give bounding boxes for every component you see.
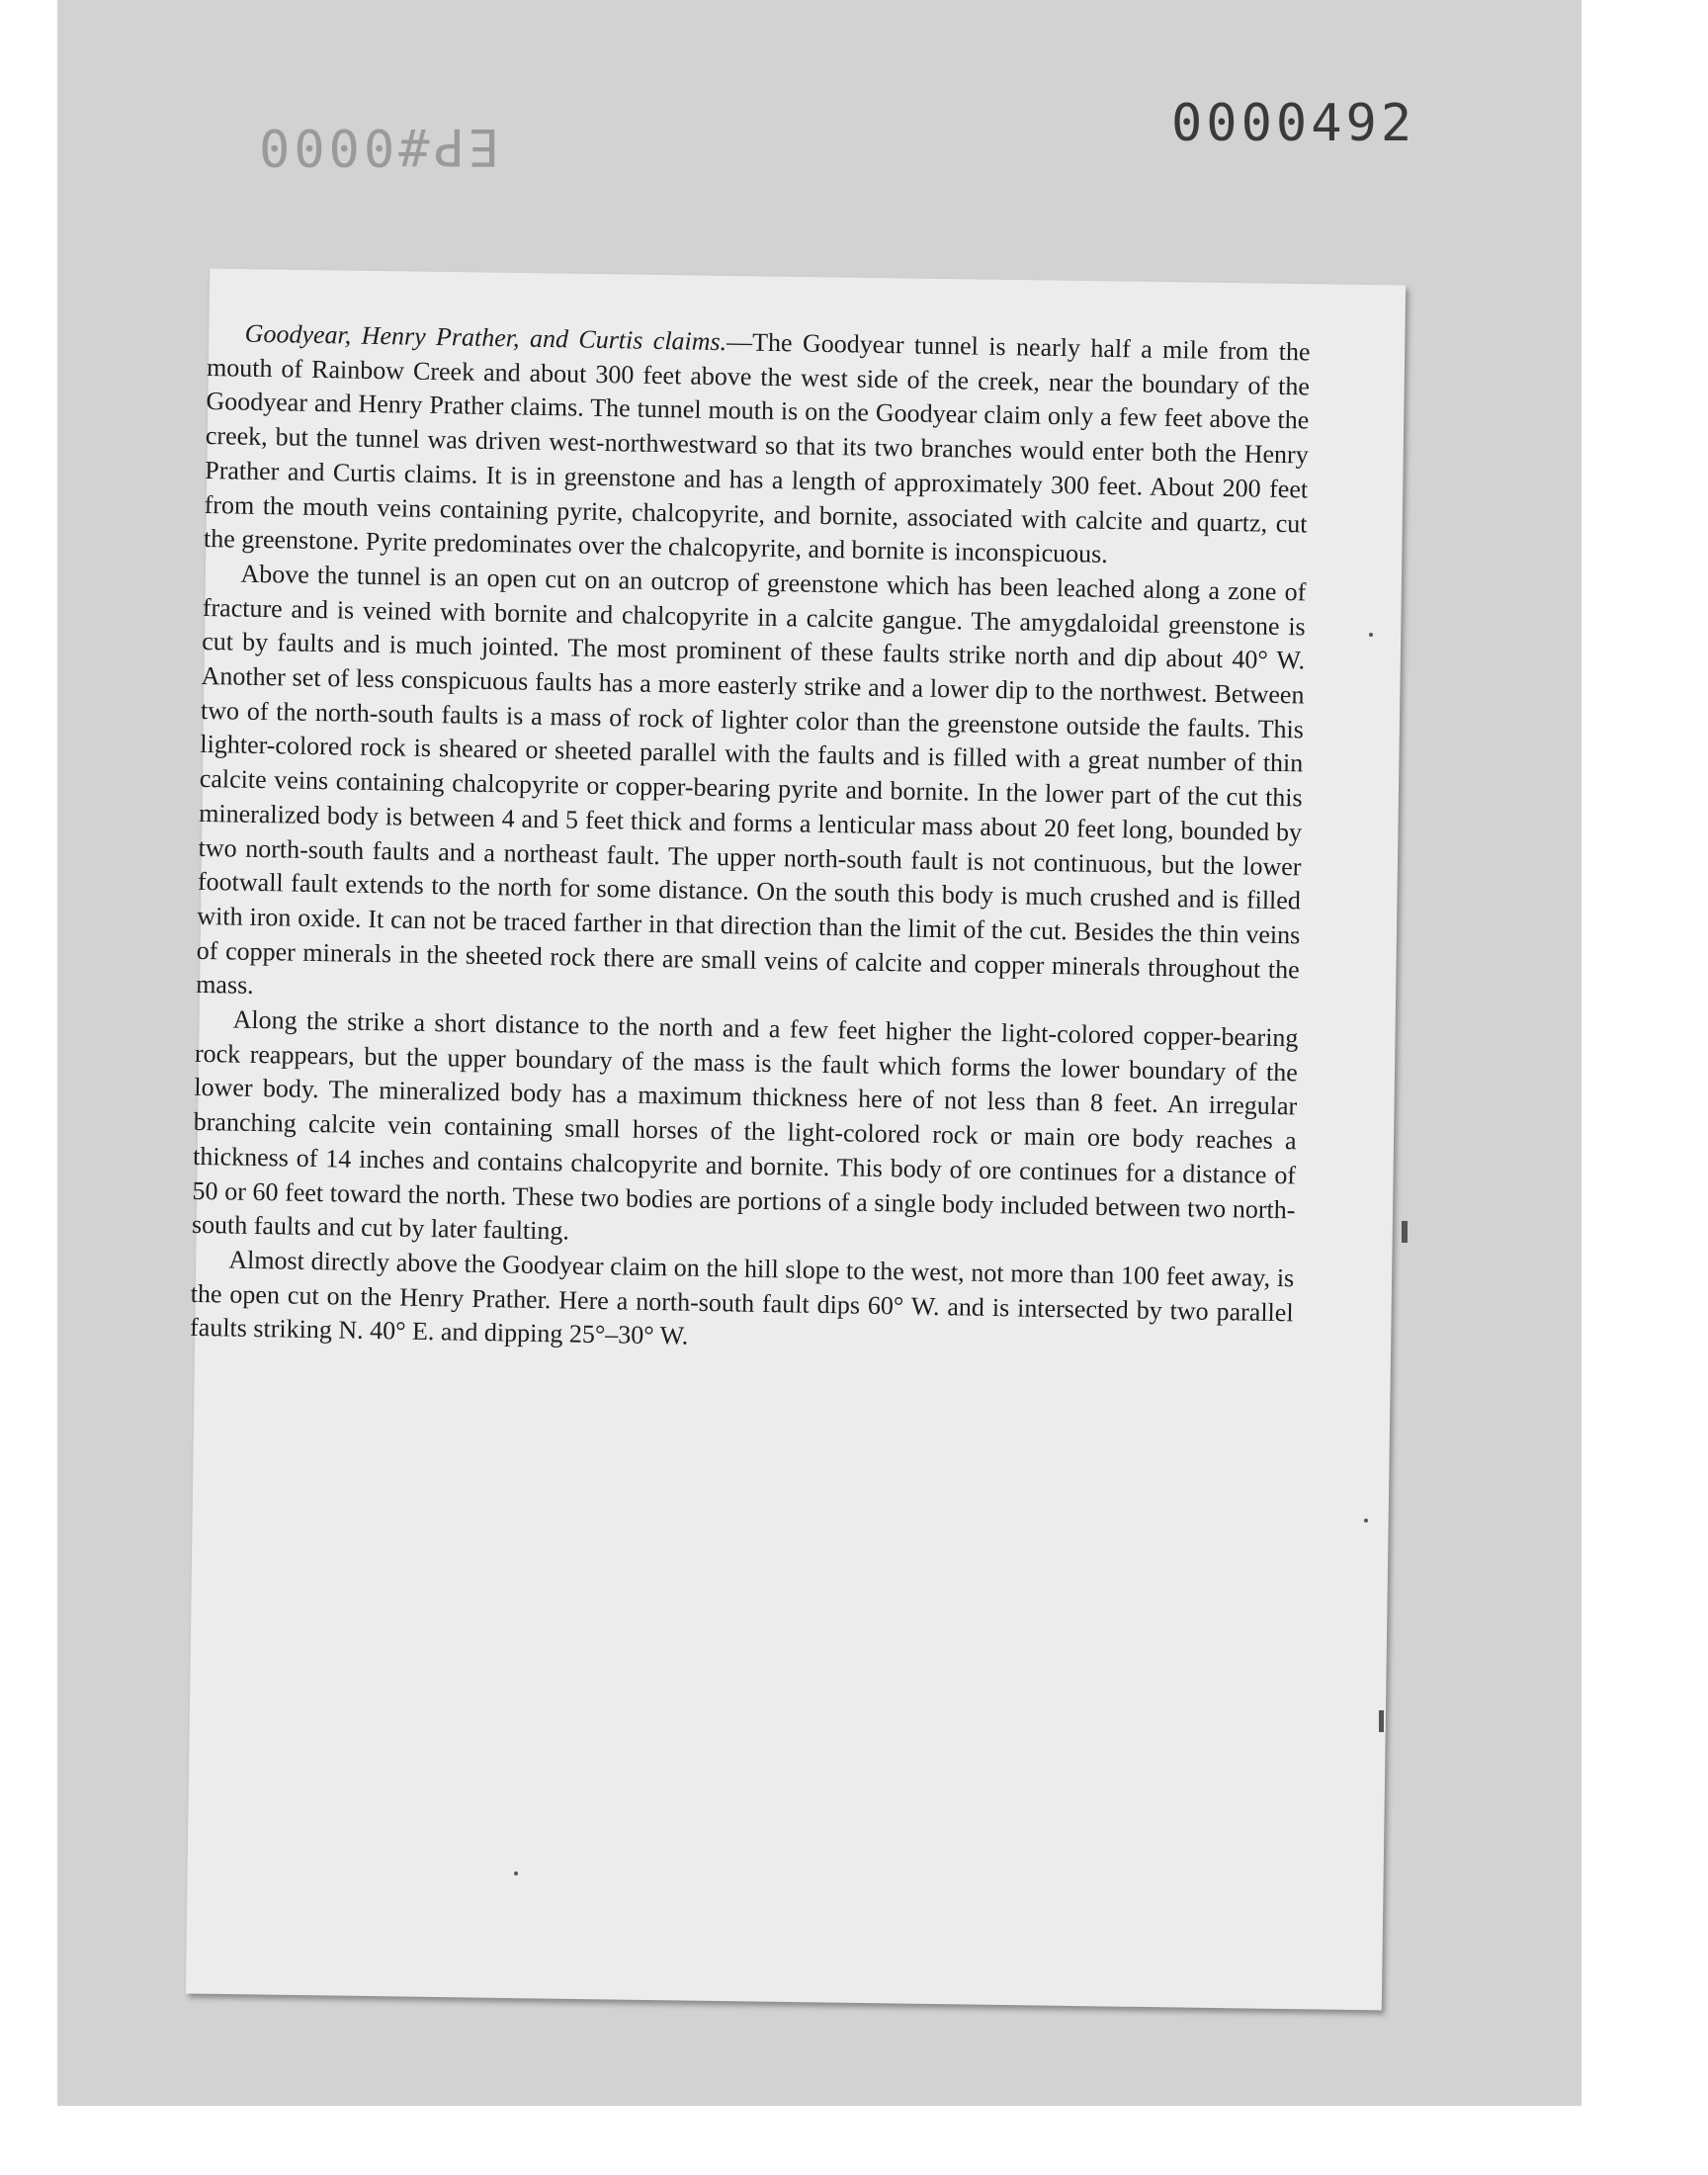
paragraph-3: Along the strike a short distance to the north and a few feet higher the light-colored copper-bearing rock reappears, but the upper boundary of the mass is the fault which forms the lower boundary of the lower body. The mineralized body has a maximum thickness here of not less than 8 feet. An irregular branching calcite vein containing small horses of the light-colored rock or main ore body reaches a thickness of 14 inches and contains chalcopyrite and bornite. This body of ore continues for a distance of 50 or 60 feet toward the north. These two bodies are portions of a single body included between two north-south faults and cut by later faulting.	[191, 1004, 1299, 1246]
archive-stamp-right: 0000492	[1171, 94, 1416, 153]
scan-mark	[1402, 1221, 1408, 1243]
scan-dot	[1364, 1519, 1368, 1522]
paragraph-text: —The Goodyear tunnel is nearly half a mile from the mouth of Rainbow Creek and about 300 feet above the west side of the creek, near the boundary of the Goodyear and Henry Prather claims. The tunnel mouth is on the Goodyear claim only a few feet above the creek, but the tunnel was driven west-northwestward so that its two branches would enter both the Henry Prather and Curtis claims. It is in greenstone and has a length of approximately 300 feet. About 200 feet from the mouth veins containing pyrite, chalcopyrite, and bornite, associated with calcite and quartz, cut the greenstone. Pyrite predominates over the chalcopyrite, and bornite is inconspicuous.	[203, 327, 1311, 569]
paragraph-4: Almost directly above the Goodyear claim on the hill slope to the west, not more than 100 feet away, is the open cut on the Henry Prather. Here a north-south fault dips 60° W. and is intersected by two parallel faults striking N. 40° E. and dipping 25°–30° W.	[189, 1245, 1295, 1351]
document-text	[190, 316, 1311, 1364]
archive-stamp-left: EP#0000	[255, 117, 500, 176]
scan-dot	[1369, 633, 1373, 637]
scan-mark	[1379, 1710, 1384, 1732]
section-heading: Goodyear, Henry Prather, and Curtis claims.	[244, 318, 727, 357]
paragraph-2: Above the tunnel is an open cut on an outcrop of greenstone which has been leached along a zone of fracture and is veined with bornite and chalcopyrite in a calcite gangue. The amygdaloidal greenstone is cut by faults and is much jointed. The most prominent of these faults strike north and dip about 40° W. Another set of less conspicuous faults has a more easterly strike and a lower dip to the northwest. Between two of the north-south faults is a mass of rock of lighter color than the greenstone outside the faults. This lighter-colored rock is sheared or sheeted parallel with the faults and is filled with a great number of thin calcite veins containing chalcopyrite or copper-bearing pyrite and bornite. In the lower part of the cut this mineralized body is between 4 and 5 feet thick and forms a lenticular mass about 20 feet long, bounded by two north-south faults and a northeast fault. The upper north-south fault is not continuous, but the lower footwall fault extends to the north for some distance. On the south this body is much crushed and is filled with iron oxide. It can not be traced farther in that direction than the limit of the cut. Besides the thin veins of copper minerals in the sheeted rock there are small veins of calcite and copper minerals throughout the mass.	[195, 559, 1307, 1000]
scan-dot	[514, 1871, 518, 1875]
paragraph-1	[204, 316, 1311, 575]
